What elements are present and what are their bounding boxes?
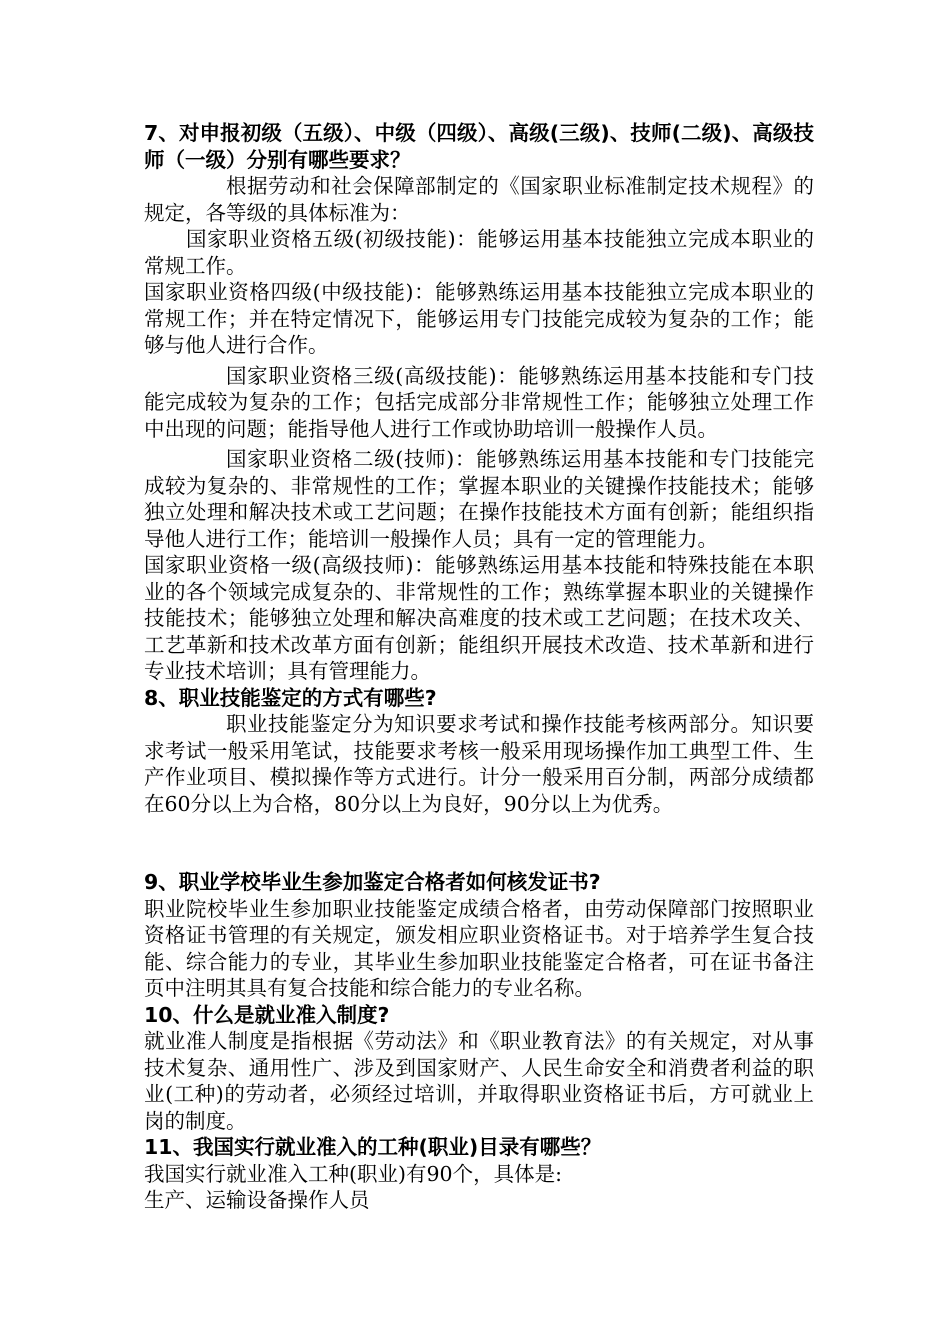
q7-level-5-paragraph: 国家职业资格五级(初级技能)：能够运用基本技能独立完成本职业的常规工作。: [144, 227, 814, 278]
q8-answer-paragraph: 职业技能鉴定分为知识要求考试和操作技能考核两部分。知识要求考试一般采用笔试，技能要求考核一般采用现场操作加工典型工件、生产作业项目、模拟操作等方式进行。计分一般采用百分制，两部分成绩都在60分以上为合格，80分以上为良好，90分以上为优秀。: [144, 712, 814, 816]
question-8-heading: 8、职业技能鉴定的方式有哪些?: [144, 685, 437, 710]
blank-spacer: [144, 817, 814, 869]
q7-level-1-paragraph: 国家职业资格一级(高级技师)：能够熟练运用基本技能和特殊技能在本职业的各个领域完成复杂的、非常规性的工作；熟练掌握本职业的关键操作技能技术；能够独立处理和解决高难度的技术或工艺问题；在技术攻关、工艺革新和技术改革方面有创新；能组织开展技术改造、技术革新和进行专业技术培训；具有管理能力。: [144, 553, 814, 683]
q7-intro-paragraph: 根据劳动和社会保障部制定的《国家职业标准制定技术规程》的规定，各等级的具体标准为：: [144, 174, 814, 225]
q7-level-2-paragraph: 国家职业资格二级(技师)：能够熟练运用基本技能和专门技能完成较为复杂的、非常规性的工作；掌握本职业的关键操作技能技术；能够独立处理和解决技术或工艺问题；在操作技能技术方面有创新；能组织指导他人进行工作；能培训一般操作人员；具有一定的管理能力。: [144, 447, 814, 551]
q7-level-4-paragraph: 国家职业资格四级(中级技能)：能够熟练运用基本技能独立完成本职业的常规工作；并在特定情况下，能够运用专门技能完成较为复杂的工作；能够与他人进行合作。: [144, 280, 814, 357]
question-10-heading: 10、什么是就业准入制度?: [144, 1002, 390, 1027]
q10-answer-paragraph: 就业准人制度是指根据《劳动法》和《职业教育法》的有关规定，对从事技术复杂、通用性广、涉及到国家财产、人民生命安全和消费者利益的职业(工种)的劳动者，必须经过培训，并取得职业资格证书后，方可就业上岗的制度。: [144, 1029, 814, 1133]
q11-category-line: 生产、运输设备操作人员: [144, 1188, 370, 1212]
q7-level-3-paragraph: 国家职业资格三级(高级技能)：能够熟练运用基本技能和专门技能完成较为复杂的工作；包括完成部分非常规性工作；能够独立处理工作中出现的问题；能指导他人进行工作或协助培训一般操作人员。: [144, 363, 814, 441]
q9-answer-paragraph: 职业院校毕业生参加职业技能鉴定成绩合格者，由劳动保障部门按照职业资格证书管理的有关规定，颁发相应职业资格证书。对于培养学生复合技能、综合能力的专业，其毕业生参加职业技能鉴定合格者，可在证书备注页中注明其具有复合技能和综合能力的专业名称。: [144, 896, 814, 1000]
document-page: [144, 120, 814, 1214]
question-7-heading: 7、对申报初级（五级）、中级（四级）、高级(三级)、技师(二级)、高级技师（一级）分别有哪些要求？: [144, 121, 814, 172]
question-11-heading: 11、我国实行就业准入的工种(职业)目录有哪些？: [144, 1135, 602, 1159]
question-9-heading: 9、职业学校毕业生参加鉴定合格者如何核发证书?: [144, 870, 601, 894]
q11-answer-paragraph: 我国实行就业准入工种(职业)有90个，具体是:: [144, 1161, 562, 1186]
